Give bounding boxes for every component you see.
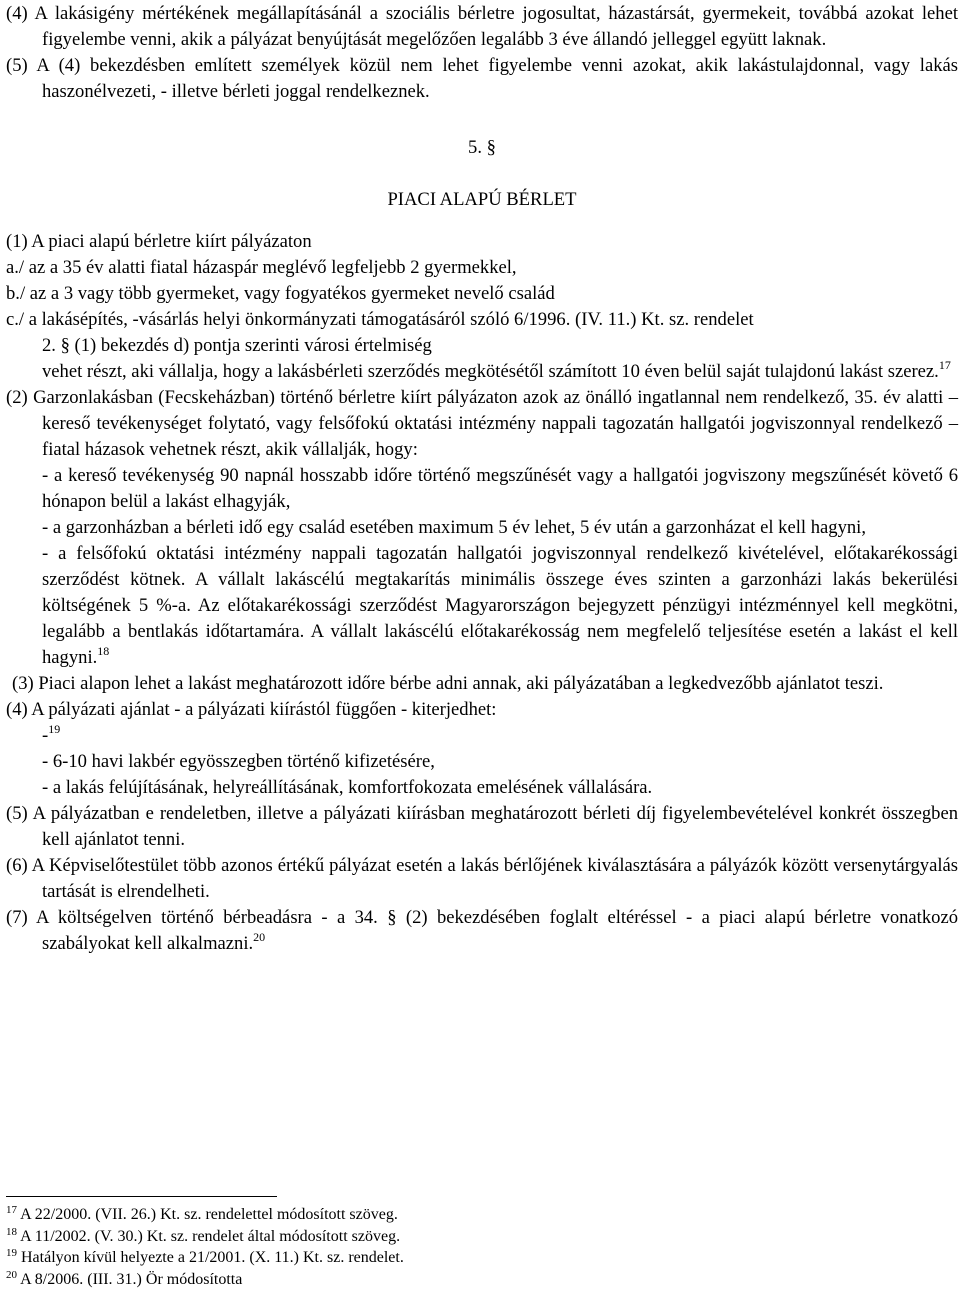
paragraph-2-dash-3 xyxy=(6,541,958,671)
paragraph-text: vehet részt, aki vállalja, hogy a lakásbérleti szerződés megkötésétől számított 10 éven belül saját tulajdonú lakást szerez. xyxy=(42,361,939,382)
footnote-text: A 11/2002. (V. 30.) Kt. sz. rendelet által módosított szöveg. xyxy=(20,1227,401,1245)
paragraph-1-tail xyxy=(6,359,958,385)
footnote-text: Hatályon kívül helyezte a 21/2001. (X. 11.) Kt. sz. rendelet. xyxy=(21,1249,404,1266)
list-item-text: - a garzonházban a bérleti idő egy család esetében maximum 5 év lehet, 5 év után a garzonházat el kell hagyni, xyxy=(42,517,866,538)
paragraph-5-intro xyxy=(6,53,958,105)
list-item-text: - a felsőfokú oktatási intézmény nappali tagozatán hallgatói jogviszonnyal rendelkező kivételével, előtakarékossági szerződést kötnek. A vállalt lakáscélú megtakarítás minimális összege éves szinten a garzonházi lakás bekerülési költségének 5 %-a. Az előtakarékossági szerződést Magyarországon bejegyzett pénzügyi intézménnyel kell megkötni, legalább a bentlakás időtartamára. A vállalt lakáscélú előtakarékosság nem megfelelő teljesítése esetén a lakást el kell hagyni. xyxy=(42,543,958,668)
paragraph-4-dash-repealed xyxy=(6,723,958,749)
footnotes xyxy=(6,1204,404,1290)
footnote-ref-18[interactable]: 18 xyxy=(97,644,110,658)
paragraph-4-item-1 xyxy=(6,749,958,775)
list-item-text: - 6-10 havi lakbér egyösszegben történő kifizetésére, xyxy=(42,751,435,772)
section-title-text: PIACI ALAPÚ BÉRLET xyxy=(387,189,577,210)
list-item-text: b./ az a 3 vagy több gyermeket, vagy fogyatékos gyermeket nevelő család xyxy=(6,283,555,304)
footnote-number: 20 xyxy=(6,1268,17,1281)
list-item-text: - a lakás felújításának, helyreállításának, komfortfokozata emelésének vállalására. xyxy=(42,777,653,798)
footnote-19 xyxy=(6,1247,404,1269)
list-item-text: 2. § (1) bekezdés d) pontja szerinti városi értelmiség xyxy=(42,335,432,356)
paragraph-6 xyxy=(6,853,958,905)
list-item-c-continued xyxy=(6,333,958,359)
paragraph-text: (7) A költségelven történő bérbeadásra - a 34. § (2) bekezdésében foglalt eltéréssel - a piaci alapú bérletre vonatkozó szabályokat kell alkalmazni. xyxy=(6,907,958,954)
paragraph-2 xyxy=(6,385,958,463)
paragraph-4-intro xyxy=(6,1,958,53)
paragraph-2-dash-1 xyxy=(6,463,958,515)
paragraph-1-lead xyxy=(6,229,958,255)
paragraph-4-item-2 xyxy=(6,775,958,801)
paragraph-5 xyxy=(6,801,958,853)
section-number-text: 5. § xyxy=(468,137,496,158)
footnote-ref-20[interactable]: 20 xyxy=(253,930,266,944)
paragraph-text: (5) A (4) bekezdésben említett személyek közül nem lehet figyelembe venni azokat, akik lakástulajdonnal, vagy lakás haszonélvezeti, - illetve bérleti joggal rendelkeznek. xyxy=(6,55,958,102)
paragraph-text: (6) A Képviselőtestület több azonos értékű pályázat esetén a lakás bérlőjének kiválasztására a pályázók között versenytárgyalás tartását is elrendelheti. xyxy=(6,855,958,902)
paragraph-3 xyxy=(6,671,958,697)
footnote-ref-19[interactable]: 19 xyxy=(48,722,61,736)
paragraph-7 xyxy=(6,905,958,957)
list-item-a xyxy=(6,255,958,281)
paragraph-text: (3) Piaci alapon lehet a lakást meghatározott időre bérbe adni annak, aki pályázatában a legkedvezőbb ajánlatot teszi. xyxy=(12,673,884,694)
paragraph-text: (4) A lakásigény mértékének megállapításánál a szociális bérletre jogosultat, házastársát, gyermekeit, továbbá azokat lehet figyelembe venni, akik a pályázat benyújtását megelőzően legalább 3 éve állandó jelleggel együtt laknak. xyxy=(6,3,958,50)
section-number xyxy=(6,135,958,161)
paragraph-text: (5) A pályázatban e rendeletben, illetve a pályázati kiírásban meghatározott bérleti díj figyelembevételével konkrét összegben kell ajánlatot tenni. xyxy=(6,803,958,850)
footnote-number: 19 xyxy=(6,1247,17,1259)
list-item-text: - a kereső tevékenység 90 napnál hosszabb időre történő megszűnését vagy a hallgatói jogviszony megszűnését követő 6 hónapon belül a lakást elhagyják, xyxy=(42,465,958,512)
paragraph-2-dash-2 xyxy=(6,515,958,541)
footnote-number: 18 xyxy=(6,1225,17,1238)
list-item-c xyxy=(6,307,958,333)
list-item-text: a./ az a 35 év alatti fiatal házaspár meglévő legfeljebb 2 gyermekkel, xyxy=(6,257,517,278)
footnote-20 xyxy=(6,1269,404,1291)
footnote-text: A 22/2000. (VII. 26.) Kt. sz. rendelettel módosított szöveg. xyxy=(20,1206,398,1223)
list-item-b xyxy=(6,281,958,307)
paragraph-4 xyxy=(6,697,958,723)
paragraph-text: (4) A pályázati ajánlat - a pályázati kiírástól függően - kiterjedhet: xyxy=(6,699,497,720)
footnote-17 xyxy=(6,1204,404,1226)
section-title xyxy=(6,187,958,213)
paragraph-text: (1) A piaci alapú bérletre kiírt pályázaton xyxy=(6,231,312,252)
footnote-number: 17 xyxy=(6,1204,17,1216)
dash-text: - xyxy=(42,725,49,746)
footnote-separator xyxy=(6,1196,277,1197)
list-item-text: c./ a lakásépítés, -vásárlás helyi önkormányzati támogatásáról szóló 6/1996. (IV. 11.) Kt. sz. rendelet xyxy=(6,309,754,330)
footnote-ref-17[interactable]: 17 xyxy=(938,358,951,372)
footnote-text: A 8/2006. (III. 31.) Ör módosította xyxy=(20,1270,243,1288)
paragraph-text: (2) Garzonlakásban (Fecskeházban) történő bérletre kiírt pályázaton azok az önálló ingatlannal nem rendelkező, 35. év alatti – kereső tevékenységet folytató, vagy felsőfokú oktatási intézmény nappali tagozatán hallgatói jogviszonnyal rendelkező – fiatal házasok vehetnek részt, akik vállalják, hogy: xyxy=(6,387,958,460)
footnote-18 xyxy=(6,1226,404,1248)
